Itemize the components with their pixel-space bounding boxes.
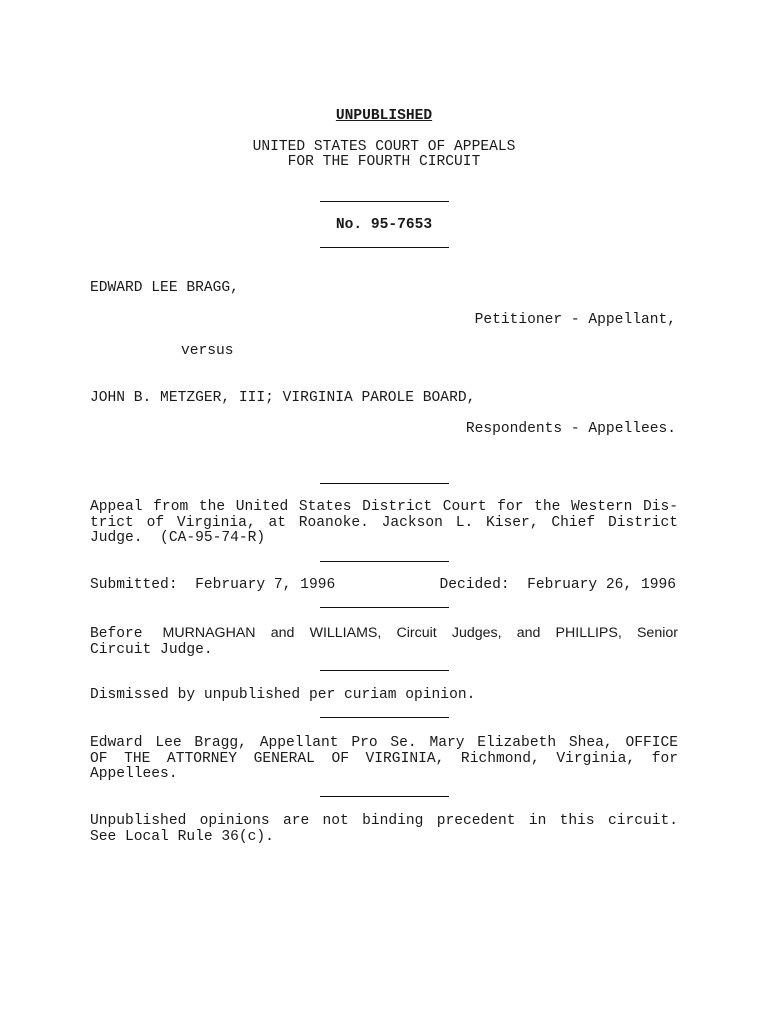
- counsel-paragraph: [90, 736, 678, 783]
- panel-and: and: [255, 625, 310, 641]
- panel-line2: Circuit Judge.: [90, 641, 213, 658]
- panel-before: Before: [90, 626, 163, 642]
- notice-paragraph: [90, 814, 678, 845]
- divider-rule: [320, 483, 449, 484]
- unpublished-heading: UNPUBLISHED: [335, 108, 433, 124]
- case-number: No. 95-7653: [335, 217, 433, 233]
- respondents-role: Respondents - Appellees.: [465, 421, 676, 437]
- judge-murnaghan: MURNAGHAN: [162, 625, 256, 641]
- divider-rule: [320, 670, 449, 671]
- appeal-paragraph: [90, 500, 678, 547]
- divider-rule: [320, 561, 449, 562]
- petitioner-role: Petitioner - Appellant,: [474, 312, 676, 328]
- counsel-line: Edward Lee Bragg, Appellant Pro Se. Mary Elizabeth Shea, OFFICE: [90, 735, 678, 751]
- divider-rule: [320, 607, 449, 608]
- counsel-line: Appellees.: [90, 766, 178, 782]
- panel-end: , Senior: [617, 625, 678, 641]
- appeal-line: Appeal from the United States District Court for the Western Dis-: [90, 499, 678, 515]
- appeal-line: Judge. (CA-95-74-R): [90, 530, 266, 546]
- panel-line1: [90, 626, 678, 643]
- notice-line: See Local Rule 36(c).: [90, 828, 274, 845]
- versus-label: versus: [181, 343, 234, 359]
- divider-rule: [320, 201, 449, 202]
- notice-line: Unpublished opinions are not binding precedent in this circuit.: [90, 813, 678, 829]
- respondents-name: JOHN B. METZGER, III; VIRGINIA PAROLE BOARD,: [90, 390, 476, 406]
- judge-williams: WILLIAMS: [309, 625, 378, 641]
- submitted-date: Submitted: February 7, 1996: [90, 577, 336, 593]
- divider-rule: [320, 796, 449, 797]
- court-name-line1: UNITED STATES COURT OF APPEALS: [252, 139, 516, 155]
- disposition: Dismissed by unpublished per curiam opinion.: [90, 687, 476, 703]
- divider-rule: [320, 247, 449, 248]
- appeal-line: trict of Virginia, at Roanoke. Jackson L. Kiser, Chief District: [90, 514, 678, 531]
- panel-paragraph: [90, 626, 678, 658]
- decided-date: Decided: February 26, 1996: [439, 577, 676, 593]
- judge-phillips: PHILLIPS: [555, 625, 618, 641]
- counsel-line: OF THE ATTORNEY GENERAL OF VIRGINIA, Richmond, Virginia, for: [90, 750, 678, 767]
- divider-rule: [320, 717, 449, 718]
- panel-mid: , Circuit Judges, and: [377, 625, 556, 641]
- petitioner-name: EDWARD LEE BRAGG,: [90, 280, 239, 296]
- court-name-line2: FOR THE FOURTH CIRCUIT: [287, 154, 481, 170]
